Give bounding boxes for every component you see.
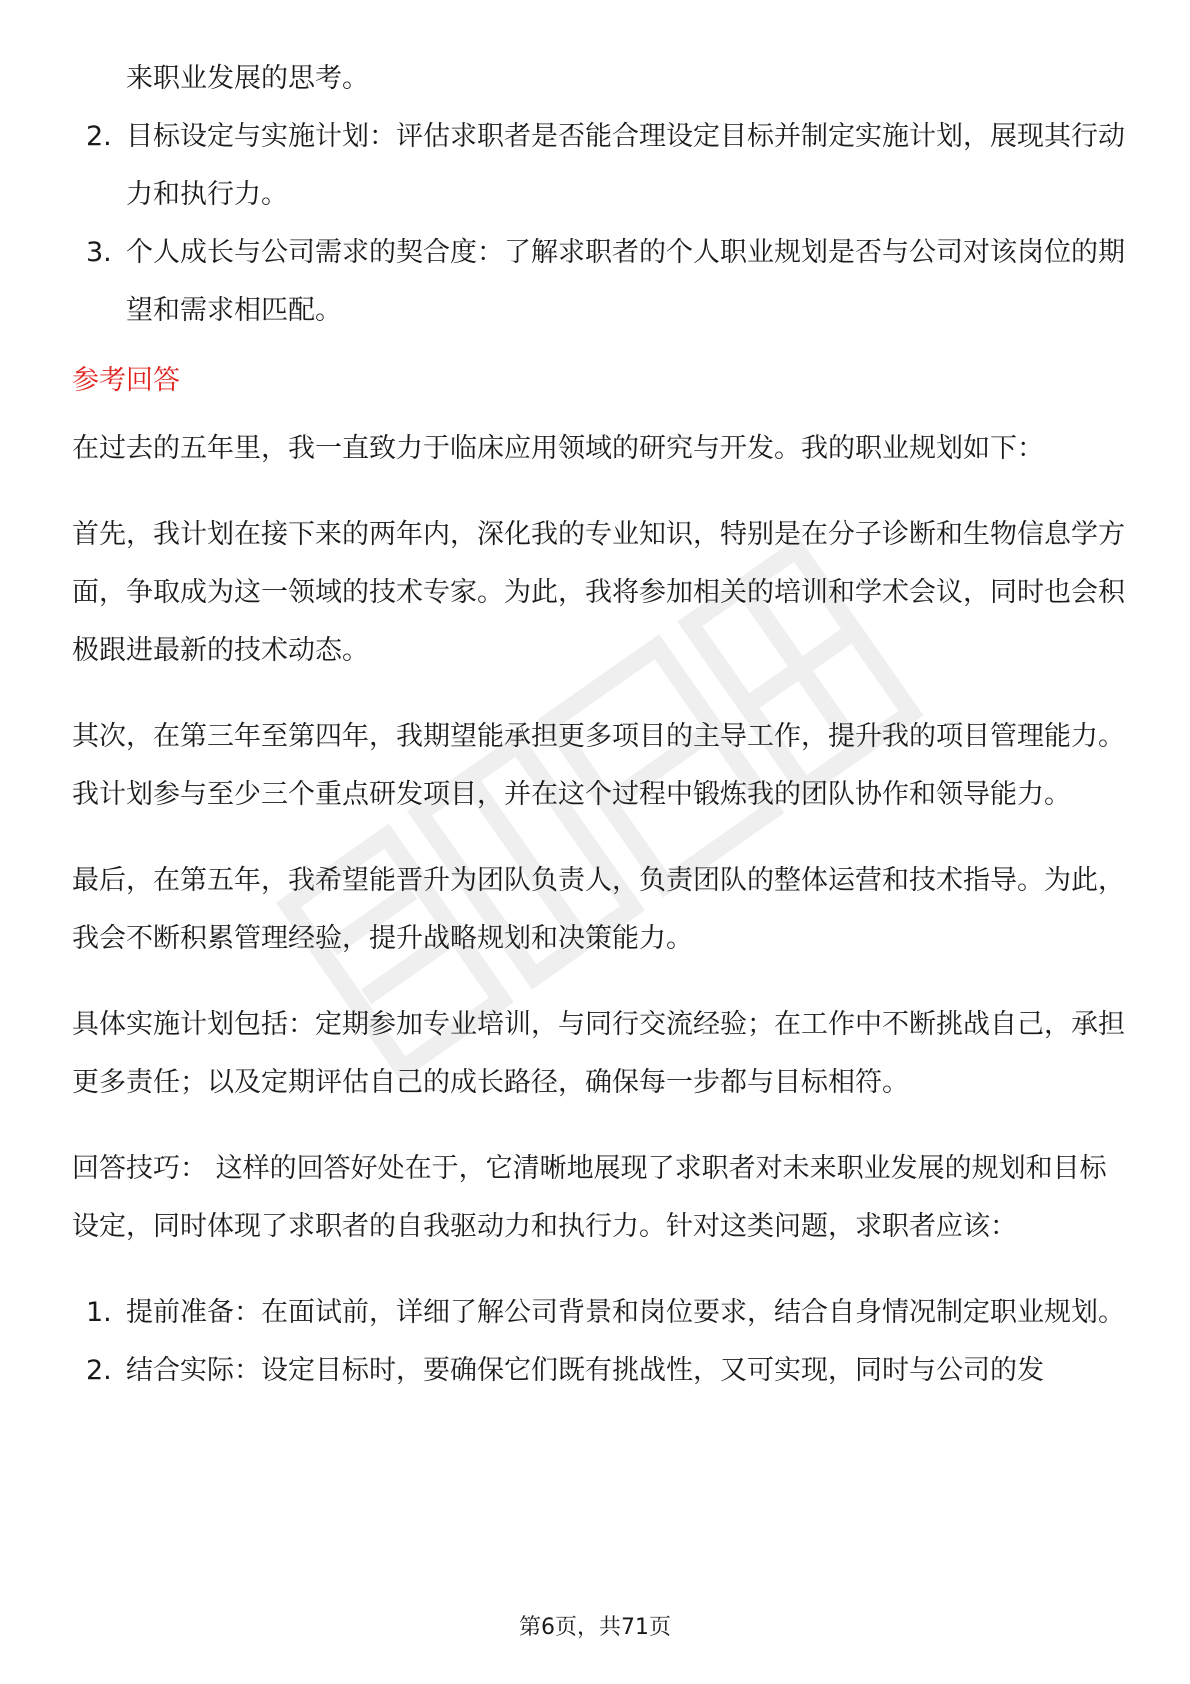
list-item — [72, 1342, 1132, 1400]
list-item-text: 提前准备：在面试前，详细了解公司背景和岗位要求，结合自身情况制定职业规划。 — [126, 1297, 1125, 1328]
list-item-text: 目标设定与实施计划：评估求职者是否能合理设定目标并制定实施计划，展现其行动力和执行力。 — [126, 121, 1125, 210]
list-item-text: 结合实际：设定目标时，要确保它们既有挑战性，又可实现，同时与公司的发 — [126, 1355, 1044, 1386]
document-body — [72, 50, 1132, 1400]
paragraph: 首先，我计划在接下来的两年内，深化我的专业知识，特别是在分子诊断和生物信息学方面，争取成为这一领域的技术专家。为此，我将参加相关的培训和学术会议，同时也会积极跟进最新的技术动态。 — [72, 519, 1125, 666]
paragraph: 具体实施计划包括：定期参加专业培训，与同行交流经验；在工作中不断挑战自己，承担更多责任；以及定期评估自己的成长路径，确保每一步都与目标相符。 — [72, 1009, 1125, 1098]
paragraph: 回答技巧： 这样的回答好处在于，它清晰地展现了求职者对未来职业发展的规划和目标设定，同时体现了求职者的自我驱动力和执行力。针对这类问题，求职者应该： — [72, 1153, 1107, 1242]
list-item — [72, 108, 1132, 224]
list-number: 1. — [86, 1297, 112, 1328]
continued-list-text: 来职业发展的思考。 — [126, 63, 369, 94]
criteria-list — [72, 108, 1132, 340]
paragraph: 最后，在第五年，我希望能晋升为团队负责人，负责团队的整体运营和技术指导。为此，我会不断积累管理经验，提升战略规划和决策能力。 — [72, 865, 1125, 954]
list-number: 2. — [86, 121, 112, 152]
list-item — [72, 1284, 1132, 1342]
tips-list — [72, 1284, 1132, 1400]
list-item-text: 个人成长与公司需求的契合度：了解求职者的个人职业规划是否与公司对该岗位的期望和需求相匹配。 — [126, 237, 1125, 326]
paragraph: 其次，在第三年至第四年，我期望能承担更多项目的主导工作，提升我的项目管理能力。我计划参与至少三个重点研发项目，并在这个过程中锻炼我的团队协作和领导能力。 — [72, 721, 1125, 810]
section-heading: 参考回答 — [72, 365, 180, 396]
list-number: 3. — [86, 237, 112, 268]
page-footer: 第6页，共71页 — [519, 1615, 671, 1640]
paragraph: 在过去的五年里，我一直致力于临床应用领域的研究与开发。我的职业规划如下： — [72, 433, 1044, 464]
list-number: 2. — [86, 1355, 112, 1386]
list-item — [72, 224, 1132, 340]
